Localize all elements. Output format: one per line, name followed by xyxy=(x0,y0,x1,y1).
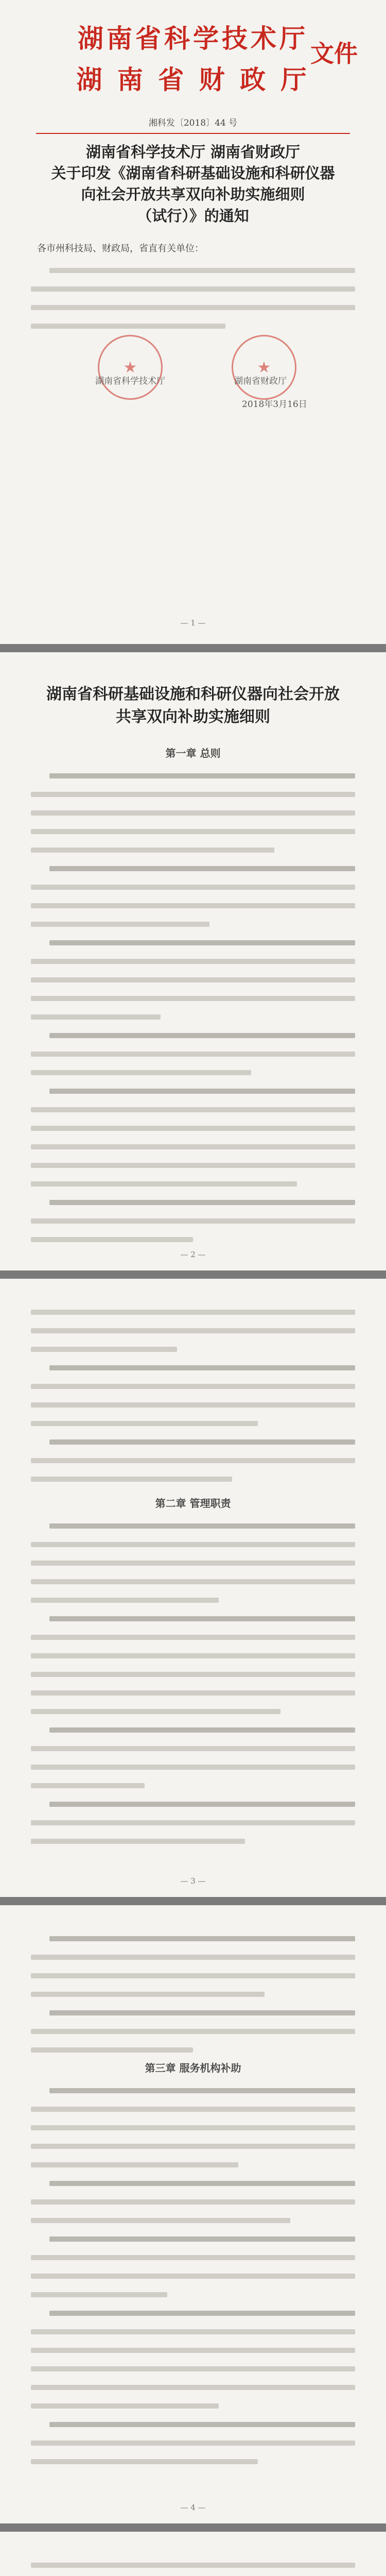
official-seal-left xyxy=(98,335,163,400)
notice-body-text xyxy=(31,268,355,342)
letterhead-doc-word: 文件 xyxy=(310,40,358,67)
document-number: 湘科发〔2018〕44 号 xyxy=(148,118,238,128)
letterhead-line-2: 湖 南 省 财 政 厅 xyxy=(76,64,310,95)
page-2 xyxy=(0,652,386,1270)
signature-date: 2018年3月16日 xyxy=(242,399,307,410)
page-1 xyxy=(0,0,386,644)
rules-title: 湖南省科研基础设施和科研仪器向社会开放 共享双向补助实施细则 xyxy=(46,685,340,726)
page-3-text-top xyxy=(31,1310,355,1495)
notice-title: 湖南省科学技术厅 湖南省财政厅 关于印发《湖南省科研基础设施和科研仪器 向社会开放共享双向补助实施细则 （试行）》的通知 xyxy=(51,143,335,225)
page-separator xyxy=(0,2523,386,2532)
page-3-text-bottom xyxy=(31,1523,355,1857)
page-4 xyxy=(0,1905,386,2523)
chapter-1-heading: 第一章 总则 xyxy=(165,747,221,759)
official-seal-right xyxy=(232,335,296,400)
page-number: — 4 — xyxy=(180,2503,206,2512)
page-number: — 2 — xyxy=(180,1250,206,1259)
signature-right: 湖南省财政厅 xyxy=(234,376,287,386)
seal-star-icon: ★ xyxy=(257,358,271,377)
letterhead-line-1: 湖南省科学技术厅 xyxy=(78,23,308,54)
chapter-3-heading: 第三章 服务机构补助 xyxy=(145,2062,241,2074)
red-divider xyxy=(36,133,350,134)
page-2-text xyxy=(31,773,355,1256)
signature-left: 湖南省科学技术厅 xyxy=(95,376,165,386)
seal-star-icon: ★ xyxy=(123,358,137,377)
page-number: — 1 — xyxy=(180,618,206,628)
page-separator xyxy=(0,1270,386,1279)
notice-salutation: 各市州科技局、财政局，省直有关单位： xyxy=(37,243,204,254)
page-separator xyxy=(0,1897,386,1905)
page-number: — 3 — xyxy=(180,1876,206,1886)
page-4-text-top xyxy=(31,1936,355,2066)
page-5 xyxy=(0,2532,386,2576)
page-4-text-bottom xyxy=(31,2088,355,2478)
page-5-text-top xyxy=(31,2563,355,2576)
chapter-2-heading: 第二章 管理职责 xyxy=(155,1497,231,1510)
page-separator xyxy=(0,644,386,652)
page-3 xyxy=(0,1279,386,1897)
